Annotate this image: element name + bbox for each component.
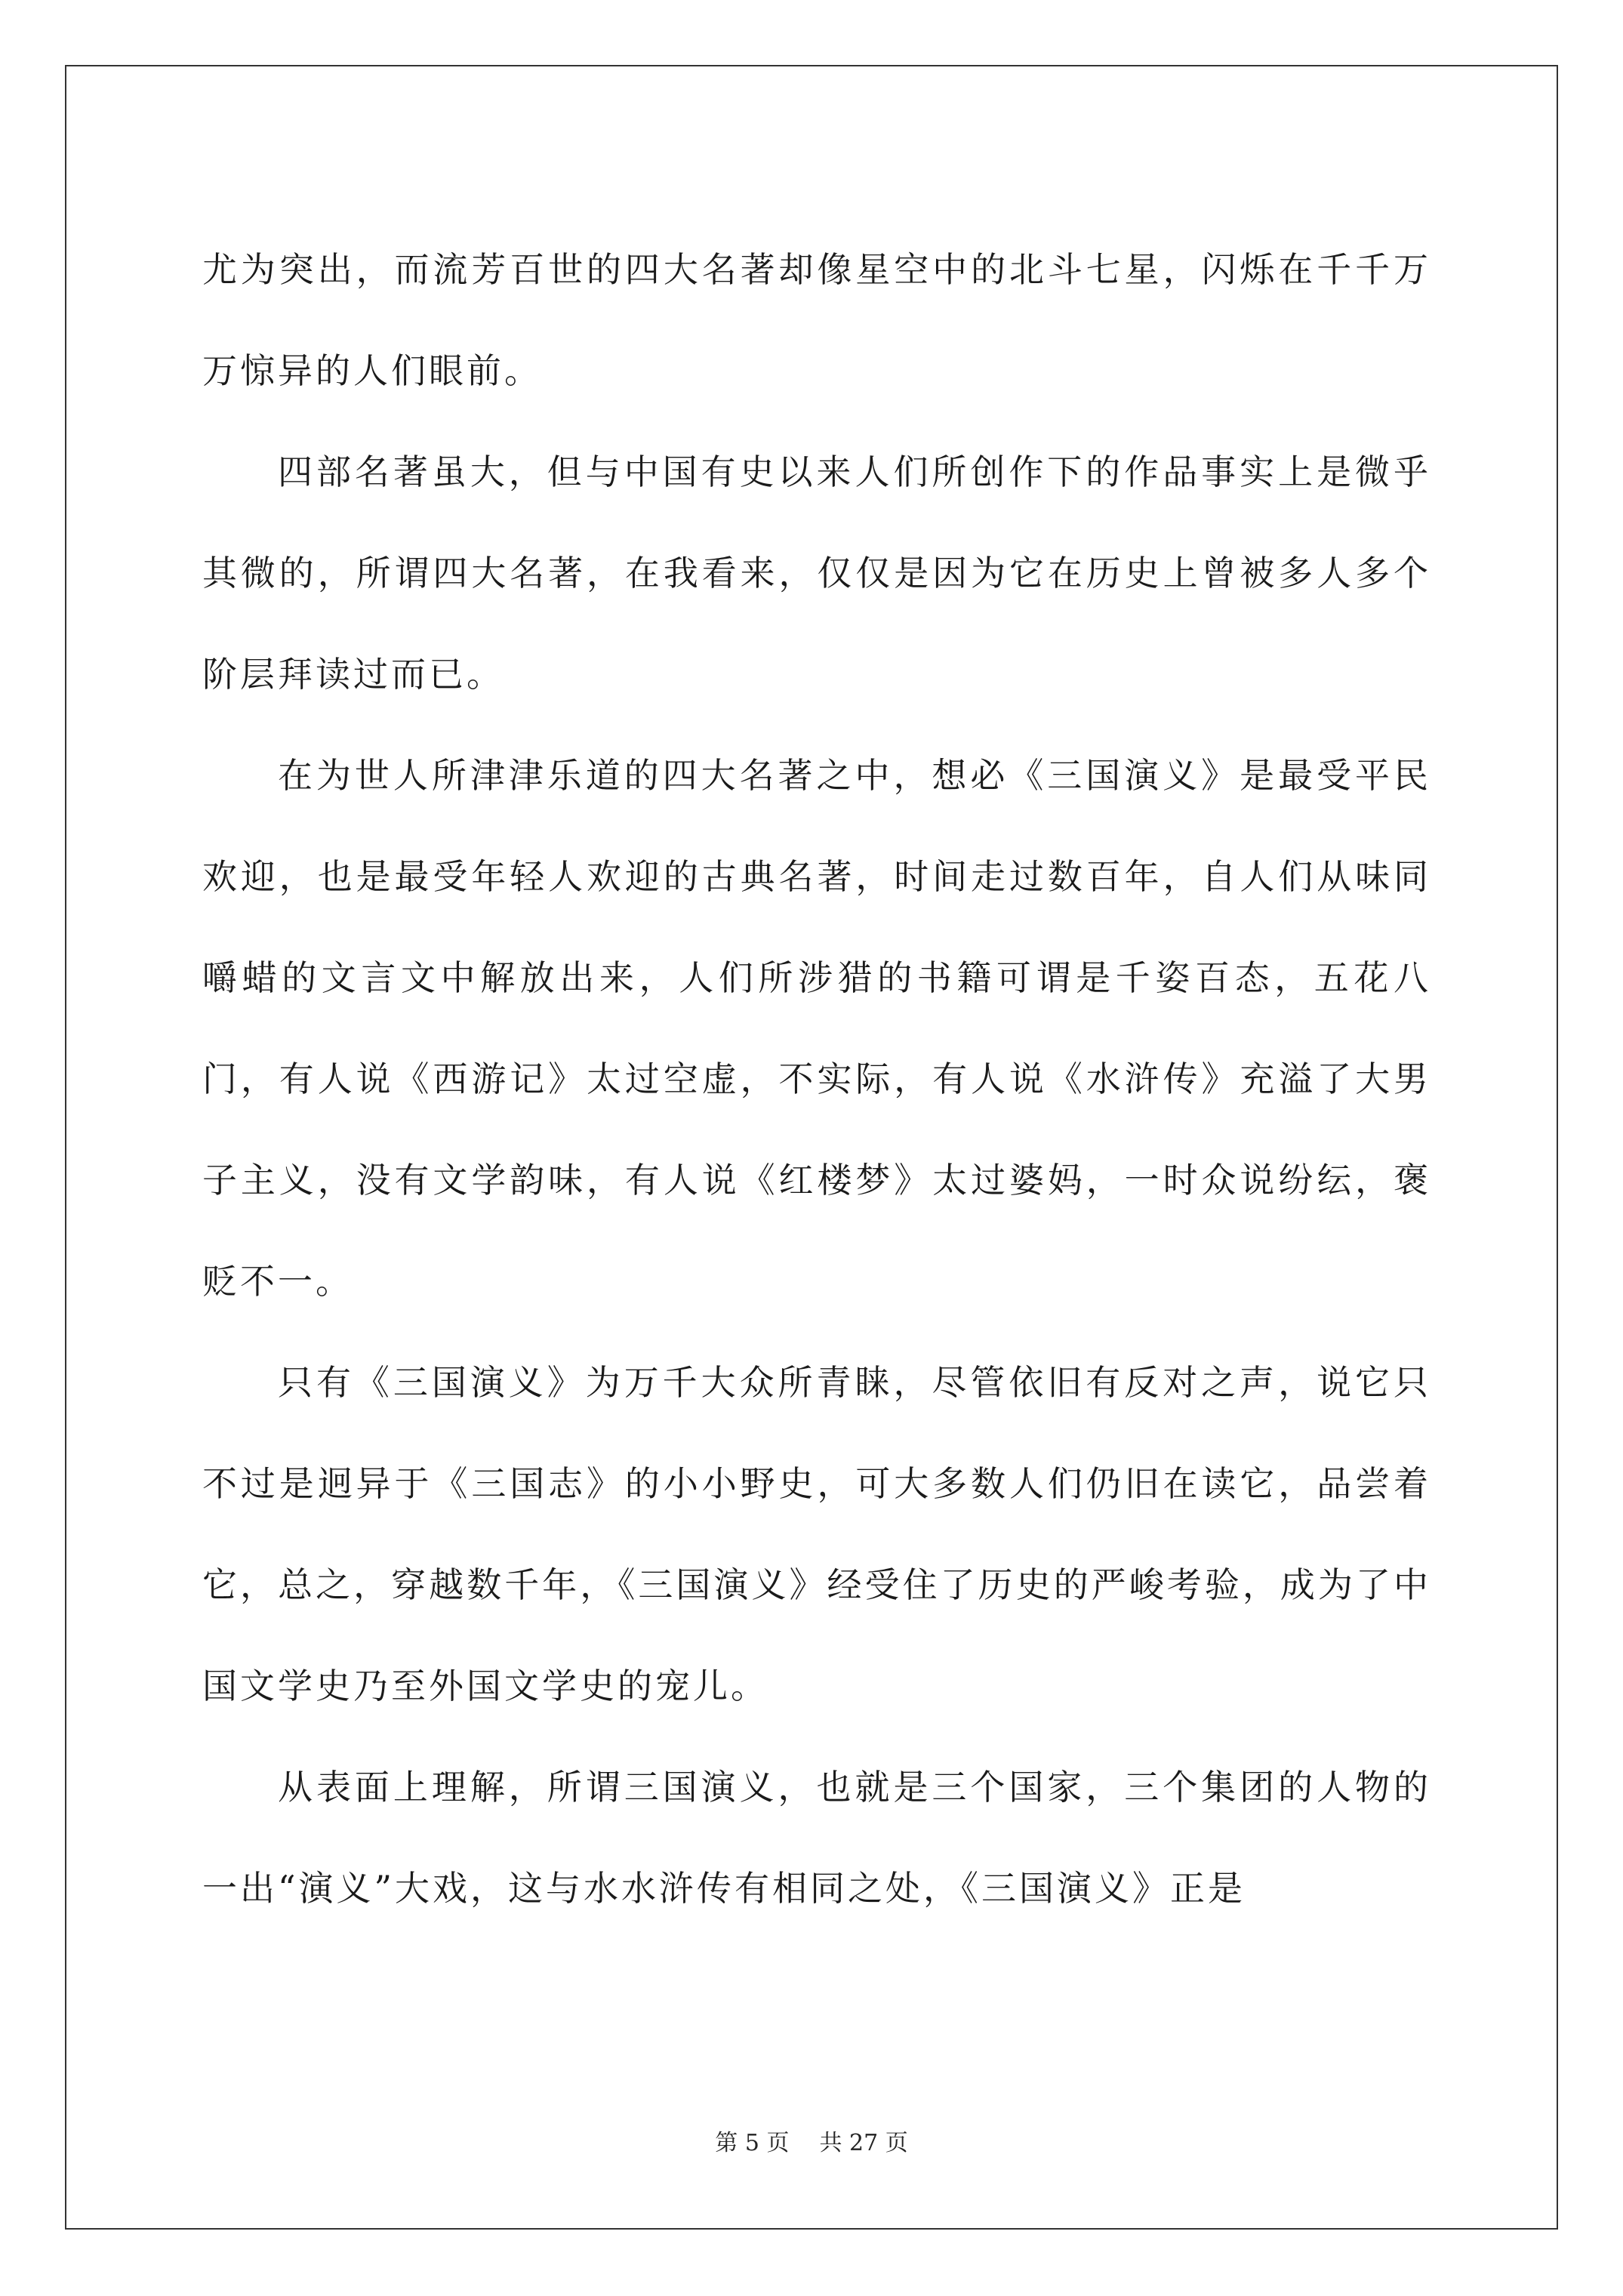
paragraph-2: 四部名著虽大，但与中国有史以来人们所创作下的作品事实上是微乎其微的，所谓四大名著，在我看来，仅仅是因为它在历史上曾被多人多个阶层拜读过而已。 [202, 451, 1431, 695]
page-number: 第 5 页 [715, 2130, 790, 2156]
page-total: 共 27 页 [819, 2130, 908, 2156]
document-body [202, 219, 1431, 1939]
paragraph-1: 尤为突出，而流芳百世的四大名著却像星空中的北斗七星，闪烁在千千万万惊异的人们眼前。 [202, 249, 1431, 391]
paragraph-5: 从表面上理解，所谓三国演义，也就是三个国家，三个集团的人物的一出“演义”大戏，这与水水浒传有相同之处，《三国演义》正是 [202, 1767, 1431, 1909]
page-footer [0, 2124, 1623, 2157]
paragraph-3: 在为世人所津津乐道的四大名著之中，想必《三国演义》是最受平民欢迎，也是最受年轻人欢迎的古典名著，时间走过数百年，自人们从味同嚼蜡的文言文中解放出来，人们所涉猎的书籍可谓是千姿百态，五花八门，有人说《西游记》太过空虚，不实际，有人说《水浒传》充溢了大男子主义，没有文学韵味，有人说《红楼梦》太过婆妈，一时众说纷纭，褒贬不一。 [202, 755, 1431, 1302]
paragraph-4: 只有《三国演义》为万千大众所青睐，尽管依旧有反对之声，说它只不过是迥异于《三国志》的小小野史，可大多数人们仍旧在读它，品尝着它，总之，穿越数千年，《三国演义》经受住了历史的严峻考验，成为了中国文学史乃至外国文学史的宠儿。 [202, 1362, 1431, 1706]
